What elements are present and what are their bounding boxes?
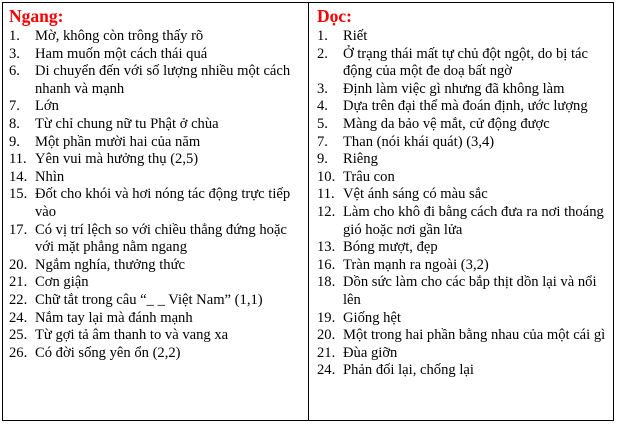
down-clue-number: 19.: [317, 309, 336, 326]
across-clue: [9, 116, 304, 134]
down-clue: [317, 274, 609, 309]
down-clue: [317, 310, 609, 328]
across-clue-text: Một phần mười hai của năm: [35, 133, 201, 150]
down-clue-text: Làm cho khô đi bằng cách đưa ra nơi thoáng gió hoặc nơi gần lửa: [343, 203, 604, 238]
down-clue-number: 3.: [317, 80, 328, 97]
across-column: [3, 3, 309, 420]
down-clue-number: 1.: [317, 28, 328, 44]
across-clue: [9, 28, 304, 46]
across-clue-number: 22.: [9, 291, 28, 308]
down-clue-text: Riêng: [343, 151, 378, 168]
across-clue-number: 20.: [9, 256, 28, 273]
across-clue: [9, 310, 304, 328]
across-clue-text: Nhìn: [35, 168, 65, 185]
down-clue: [317, 169, 609, 187]
across-clue-text: Ham muốn một cách thái quá: [35, 45, 208, 62]
down-clue-text: Tràn mạnh ra ngoài (3,2): [343, 256, 489, 273]
down-clue-text: Dựa trên đại thể mà đoán định, ước lượng: [343, 98, 588, 115]
down-clue-number: 7.: [317, 133, 328, 150]
across-clue: [9, 46, 304, 64]
down-clue-number: 13.: [317, 239, 336, 256]
down-clue-text: Vệt ánh sáng có màu sắc: [343, 186, 488, 203]
down-clue-number: 20.: [317, 327, 336, 344]
down-clue: [317, 204, 609, 239]
down-clue-text: Dồn sức làm cho các bắp thịt dồn lại và nổi lên: [343, 274, 597, 308]
across-clue: [9, 98, 304, 116]
down-clue: [317, 134, 609, 152]
down-clue-number: 24.: [317, 362, 336, 379]
across-clue-number: 1.: [9, 28, 20, 44]
down-clue-number: 16.: [317, 256, 336, 273]
across-clue: [9, 186, 304, 221]
down-clue-number: 2.: [317, 45, 328, 62]
down-clue: [317, 81, 609, 99]
across-clue-text: Chữ tắt trong câu “_ _ Việt Nam” (1,1): [35, 291, 263, 308]
across-clue-text: Có vị trí lệch so với chiều thẳng đứng hoặc với mặt phẳng nằm ngang: [35, 221, 287, 256]
across-clue: [9, 345, 304, 363]
across-clue-text: Có đời sống yên ổn (2,2): [35, 344, 181, 361]
across-clue-number: 15.: [9, 186, 28, 203]
down-clue: [317, 186, 609, 204]
down-clue: [317, 345, 609, 363]
across-clue: [9, 134, 304, 152]
down-clue-text: Màng da bảo vệ mắt, cử động được: [343, 115, 550, 132]
down-column: [309, 3, 613, 420]
across-clue: [9, 151, 304, 169]
across-clue-number: 17.: [9, 221, 28, 238]
across-clue-text: Yên vui mà hưởng thụ (2,5): [35, 151, 199, 168]
across-clue-text: Mờ, không còn trông thấy rõ: [35, 28, 204, 44]
across-clue-number: 7.: [9, 98, 20, 115]
down-clue-number: 9.: [317, 151, 328, 168]
across-clue: [9, 257, 304, 275]
down-clue-text: Phản đối lại, chống lại: [343, 362, 474, 379]
across-clue: [9, 292, 304, 310]
down-clue-text: Ở trạng thái mất tự chủ đột ngột, do bị tác động của một đe doạ bất ngờ: [343, 45, 589, 80]
down-clue-number: 10.: [317, 168, 336, 185]
down-clue-text: Giống hệt: [343, 309, 401, 326]
down-clue-number: 18.: [317, 274, 336, 291]
across-clue-number: 14.: [9, 168, 28, 185]
across-clue-text: Từ gợi tả âm thanh to và vang xa: [35, 327, 229, 344]
down-clue-number: 5.: [317, 115, 328, 132]
across-clue-number: 26.: [9, 344, 28, 361]
down-clue: [317, 151, 609, 169]
across-clue-text: Ngắm nghía, thưởng thức: [35, 256, 185, 273]
down-clue-text: Bóng mượt, đẹp: [343, 239, 438, 256]
across-clue: [9, 274, 304, 292]
down-clue-text: Trâu con: [343, 168, 395, 185]
across-clue-list: [9, 28, 304, 362]
down-clue-list: [317, 28, 609, 380]
across-clue: [9, 222, 304, 257]
across-clue: [9, 169, 304, 187]
across-clue-number: 21.: [9, 274, 28, 291]
across-clue-number: 3.: [9, 45, 20, 62]
down-clue-text: Đùa giỡn: [343, 344, 398, 361]
across-clue: [9, 63, 304, 98]
across-clue-number: 24.: [9, 309, 28, 326]
across-clue-text: Di chuyển đến với số lượng nhiều một cách nhanh và mạnh: [35, 63, 291, 97]
across-clue-text: Nắm tay lại mà đánh mạnh: [35, 309, 193, 326]
across-heading: Ngang:: [9, 6, 64, 26]
across-clue-number: 11.: [9, 151, 27, 168]
down-clue: [317, 98, 609, 116]
down-clue-number: 4.: [317, 98, 328, 115]
down-clue-number: 12.: [317, 203, 336, 220]
down-clue-number: 21.: [317, 344, 336, 361]
down-clue: [317, 116, 609, 134]
down-clue-number: 11.: [317, 186, 335, 203]
across-clue-text: Đốt cho khói và hơi nóng tác động trực tiếp vào: [35, 186, 291, 220]
down-clue: [317, 28, 609, 46]
across-clue: [9, 327, 304, 345]
across-clue-number: 25.: [9, 327, 28, 344]
across-clue-text: Từ chỉ chung nữ tu Phật ở chùa: [35, 115, 219, 132]
across-clue-number: 8.: [9, 115, 20, 132]
down-clue-text: Định làm việc gì nhưng đã không làm: [343, 80, 565, 97]
down-clue: [317, 46, 609, 81]
down-clue: [317, 257, 609, 275]
down-clue-text: Than (nói khái quát) (3,4): [343, 133, 495, 150]
down-clue-text: Riết: [343, 28, 368, 44]
down-clue: [317, 362, 609, 380]
across-clue-number: 6.: [9, 63, 20, 80]
down-heading: Dọc:: [317, 6, 352, 26]
down-clue-text: Một trong hai phần bằng nhau của một cái gì: [343, 327, 606, 344]
across-clue-text: Lớn: [35, 98, 59, 115]
crossword-clues-table: [2, 2, 614, 421]
down-clue: [317, 239, 609, 257]
across-clue-number: 9.: [9, 133, 20, 150]
across-clue-text: Cơn giận: [35, 274, 89, 291]
down-clue: [317, 327, 609, 345]
